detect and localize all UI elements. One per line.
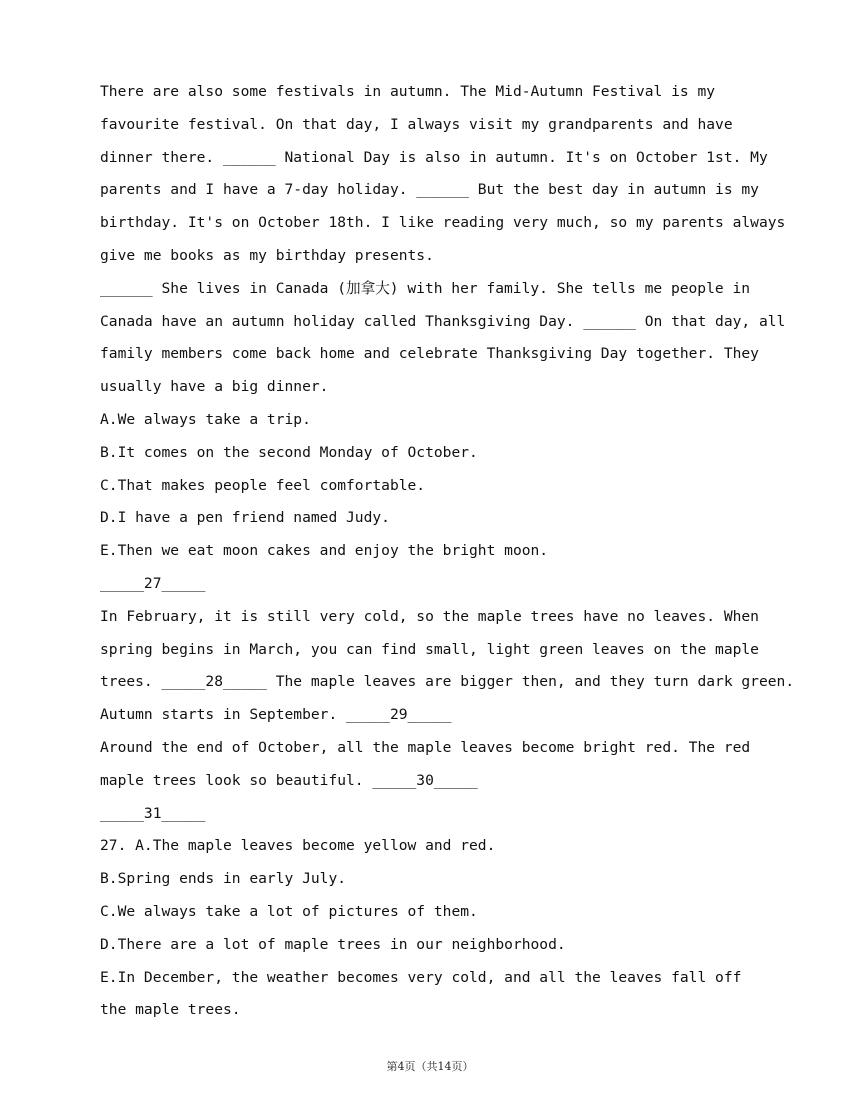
text-line: There are also some festivals in autumn. The Mid-Autumn Festival is my — [100, 83, 716, 100]
option-a: 27. A.The maple leaves become yellow and red. — [100, 837, 496, 855]
option-b: B.It comes on the second Monday of October. — [100, 443, 478, 461]
text-line: Autumn starts in September. _____29_____ — [100, 706, 452, 724]
option-e: E.In December, the weather becomes very cold, and all the leaves fall off — [100, 968, 742, 986]
text-line: trees. _____28_____ The maple leaves are bigger then, and they turn dark green. — [100, 673, 795, 691]
text-line: favourite festival. On that day, I always visit my grandparents and have — [100, 115, 733, 133]
text-line: In February, it is still very cold, so the maple trees have no leaves. When — [100, 607, 759, 625]
text-line: the maple trees. — [100, 1001, 241, 1019]
text-line: usually have a big dinner. — [100, 378, 329, 396]
option-d: D.There are a lot of maple trees in our neighborhood. — [100, 935, 566, 953]
blank-31: _____31_____ — [100, 804, 206, 822]
text-line: parents and I have a 7-day holiday. ______ But the best day in autumn is my — [100, 181, 759, 199]
text-line: birthday. It's on October 18th. I like reading very much, so my parents always — [100, 214, 786, 232]
option-c: C.We always take a lot of pictures of them. — [100, 902, 478, 920]
text-line: give me books as my birthday presents. — [100, 246, 434, 264]
option-a: A.We always take a trip. — [100, 410, 311, 428]
text-line: Canada have an autumn holiday called Thanksgiving Day. ______ On that day, all — [100, 312, 786, 330]
document-body — [100, 76, 795, 1027]
blank-27: _____27_____ — [100, 574, 206, 592]
text-line: maple trees look so beautiful. _____30_____ — [100, 771, 478, 789]
text-line: spring begins in March, you can find small, light green leaves on the maple — [100, 640, 759, 658]
text-line: family members come back home and celebrate Thanksgiving Day together. They — [100, 345, 759, 363]
text-line: ______ She lives in Canada (加拿大) with her family. She tells me people in — [100, 279, 751, 297]
page-number: 第4页（共14页） — [386, 1060, 474, 1073]
option-c: C.That makes people feel comfortable. — [100, 476, 426, 494]
option-e: E.Then we eat moon cakes and enjoy the bright moon. — [100, 542, 549, 560]
text-line: Around the end of October, all the maple leaves become bright red. The red — [100, 738, 751, 756]
option-d: D.I have a pen friend named Judy. — [100, 509, 390, 527]
text-line: dinner there. ______ National Day is also in autumn. It's on October 1st. My — [100, 148, 768, 166]
option-b: B.Spring ends in early July. — [100, 870, 347, 888]
